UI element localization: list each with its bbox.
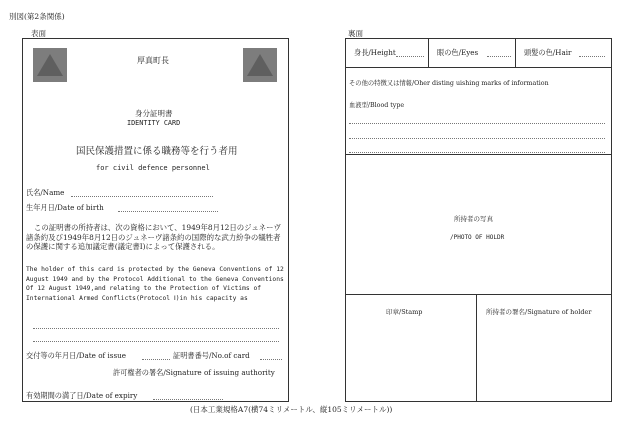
issue-date-label: 交付等の年月日/Date of issue bbox=[26, 351, 127, 360]
stamp-label: 印章/Stamp bbox=[386, 308, 423, 316]
form-reference: 別図(第2条関係) bbox=[9, 12, 65, 21]
stamp-area bbox=[346, 295, 477, 401]
hair-label: 頭髪の色/Hair bbox=[524, 48, 572, 57]
card-number-field-line[interactable] bbox=[260, 359, 282, 360]
marks-line-3[interactable] bbox=[349, 152, 605, 153]
height-cell bbox=[346, 39, 429, 68]
photo-label-en: /PHOTO OF HOLDR bbox=[450, 234, 505, 241]
marks-label: その他の特徴又は情報/Oher disting uishing marks of information bbox=[349, 80, 549, 87]
hair-cell bbox=[516, 39, 611, 68]
title-ja: 身分証明書 bbox=[135, 109, 173, 118]
marks-line-1[interactable] bbox=[349, 123, 605, 124]
holder-signature-label: 所持者の署名/Signature of holder bbox=[486, 308, 592, 316]
issuer-name: 厚真町長 bbox=[137, 56, 169, 65]
blood-type-label: 血液型/Blood type bbox=[349, 102, 405, 109]
front-label: 表面 bbox=[31, 29, 46, 38]
issuing-authority-signature-label: 許可権者の署名/Signature of issuing authority bbox=[113, 368, 275, 377]
card-number-label: 証明書番号/No.of card bbox=[173, 351, 250, 360]
subtitle-en: for civil defence personnel bbox=[96, 164, 210, 172]
photo-area bbox=[346, 155, 611, 295]
height-field-line[interactable] bbox=[396, 56, 424, 57]
subtitle-ja: 国民保護措置に係る職務等を行う者用 bbox=[76, 146, 238, 157]
expiry-date-field-line[interactable] bbox=[153, 399, 223, 400]
dob-field-line[interactable] bbox=[118, 211, 218, 212]
expiry-date-label: 有効期間の満了日/Date of expiry bbox=[26, 391, 138, 400]
body-text-ja: この証明書の所持者は、次の資格において、1949年8月12日のジュネーヴ諸条約及び1949年8月12日のジュネーヴ諸条約の国際的な武力紛争の犠牲者の保護に関する追加議定書(議定書I)によって保護される。 bbox=[26, 223, 281, 252]
holder-signature-area bbox=[477, 295, 611, 401]
hair-field-line[interactable] bbox=[579, 56, 605, 57]
eyes-cell bbox=[429, 39, 516, 68]
eyes-label: 眼の色/Eyes bbox=[437, 48, 479, 57]
right-emblem-icon bbox=[243, 48, 277, 82]
height-label: 身長/Height bbox=[354, 48, 396, 57]
name-label: 氏名/Name bbox=[26, 188, 65, 197]
capacity-line-1[interactable] bbox=[33, 328, 279, 329]
body-text-en: The holder of this card is protected by the Geneva Conventions of 12 August 1949 and by the Protocol Additional to the Geneva Conventions Of 12 August 1949,and relating to the Protection of Victims of International Armed Conflicts(Protocol Ⅰ)in his capacity as bbox=[26, 266, 284, 302]
photo-label-ja: 所持者の写真 bbox=[454, 215, 493, 223]
back-label: 裏面 bbox=[348, 29, 363, 38]
front-card-panel bbox=[22, 38, 289, 402]
footer-size-note: (日本工業規格A7(横74ミリメートル、縦105ミリメートル)) bbox=[190, 405, 393, 414]
marks-line-2[interactable] bbox=[349, 138, 605, 139]
issue-date-field-line[interactable] bbox=[142, 359, 170, 360]
capacity-line-2[interactable] bbox=[33, 341, 279, 342]
dob-label: 生年月日/Date of birth bbox=[26, 203, 104, 212]
eyes-field-line[interactable] bbox=[487, 56, 511, 57]
title-en: IDENTITY CARD bbox=[127, 119, 181, 127]
left-emblem-icon bbox=[33, 48, 67, 82]
name-field-line[interactable] bbox=[71, 196, 213, 197]
marks-section bbox=[346, 68, 611, 155]
back-card-panel bbox=[345, 38, 612, 402]
